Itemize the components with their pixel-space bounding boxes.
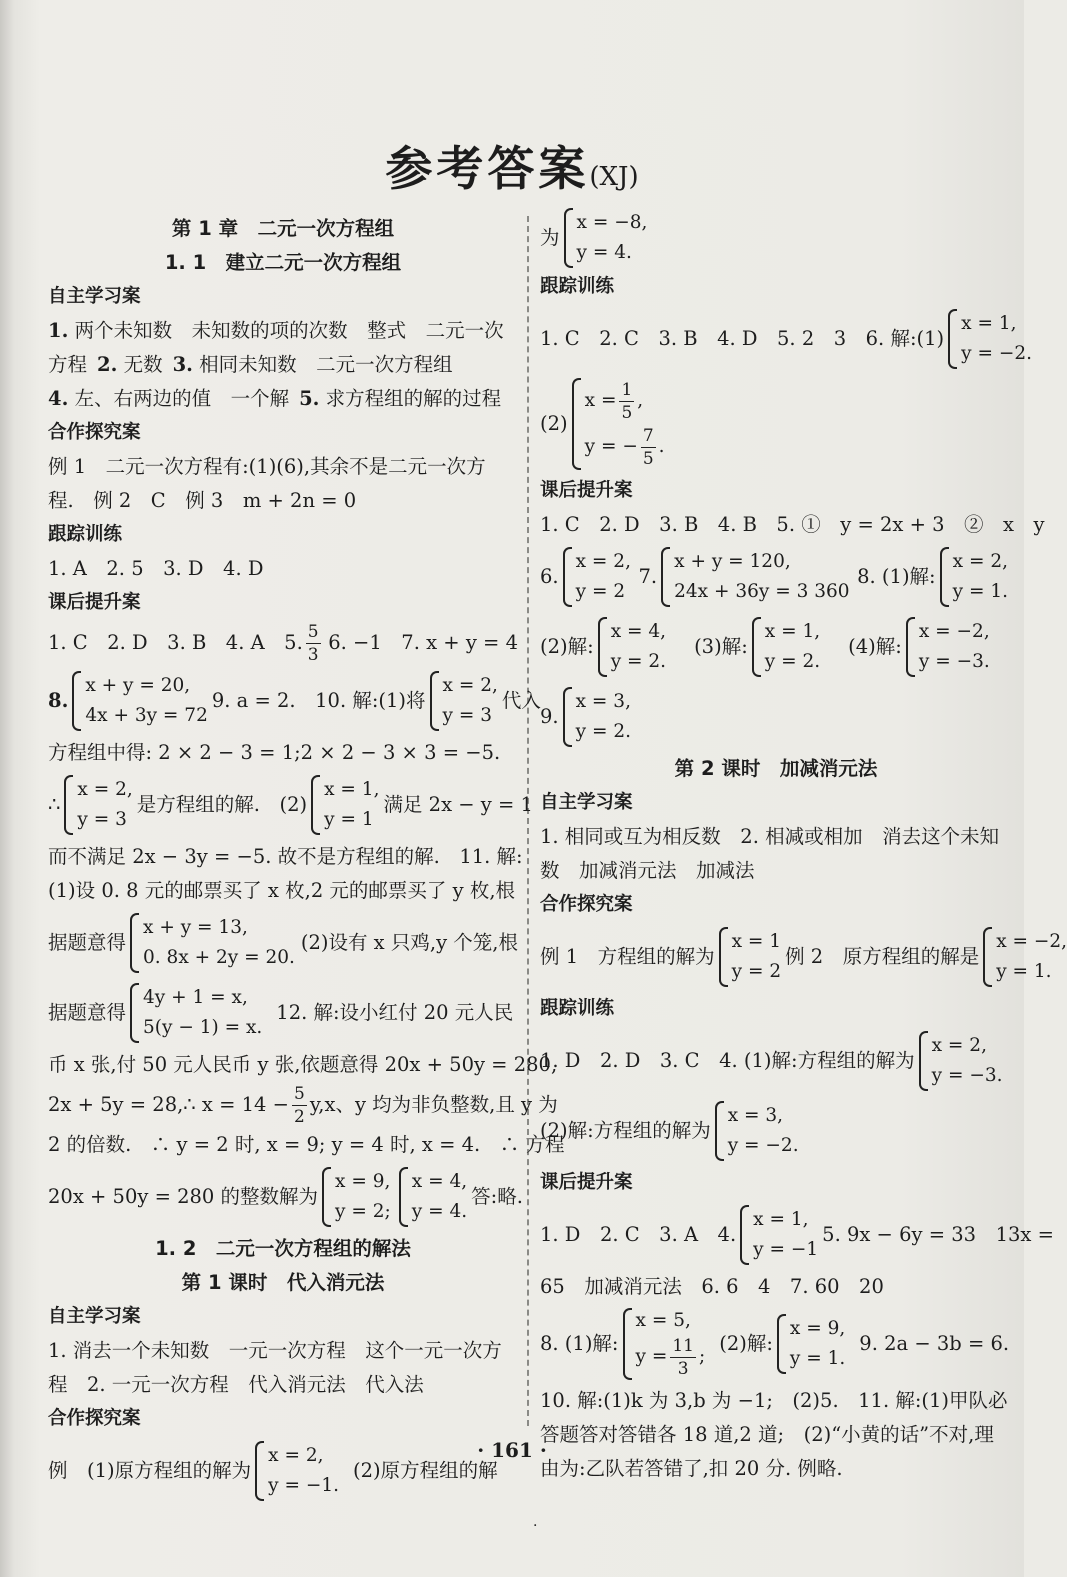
left-column: [48, 212, 565, 1506]
equation-system: x = −8, y = 4.: [564, 208, 648, 268]
answer-line: 9. x = 3, y = 2.: [540, 682, 1012, 752]
answer-line: 4. 左、右两边的值 一个解 5. 求方程组的解的过程: [48, 387, 502, 410]
answer-line: 1. C 2. C 3. B 4. D 5. 2 3 6. 解:(1) x = 1, y = −2.: [540, 304, 1012, 374]
answer-line: 方程组中得: 2 × 2 − 3 = 1;2 × 2 − 3 × 3 = −5.: [48, 741, 501, 764]
right-column: [540, 206, 1067, 1486]
section-heading: 课后提升案: [540, 1172, 633, 1193]
equation-system: x = 2, y = −3.: [919, 1031, 1003, 1091]
answer-line: 1. D 2. C 3. A 4. x = 1, y = −1 5. 9x − 6y = 33 13x =: [540, 1200, 1012, 1270]
answer-line: (2) x = $\frac{1}{5}$ , y = − $\frac{7}{5}$ .: [540, 379, 665, 469]
answer-line: 程 2. 一元一次方程 代入消元法 代入法: [48, 1373, 424, 1396]
answer-line: 8. x + y = 20, 4x + 3y = 72 9. a = 2. 10. 解:(1)将 x = 2, y = 3 代入: [48, 666, 518, 736]
decorative-dot: ·: [533, 1518, 538, 1534]
section-title: 1. 2 二元一次方程组的解法: [155, 1237, 411, 1260]
title-main: 参考答案: [385, 142, 590, 197]
answer-line: 1. 相同或互为相反数 2. 相减或相加 消去这个未知: [540, 825, 1000, 848]
answer-line: 20x + 50y = 280 的整数解为 x = 9, y = 2; x = 4, y = 4. 答:略.: [48, 1162, 518, 1232]
answer-line: 据题意得 4y + 1 = x, 5(y − 1) = x. 12. 解:设小红付 20 元人民: [48, 978, 518, 1048]
answer-line: 1. D 2. D 3. C 4. (1)解:方程组的解为 x = 2, y = −3.: [540, 1026, 1012, 1096]
chapter-title: 第 1 章 二元一次方程组: [171, 217, 395, 240]
answer-line: 由为:乙队若答错了,扣 20 分. 例略.: [540, 1457, 843, 1480]
answer-line: 1. A 2. 5 3. D 4. D: [48, 557, 264, 580]
answer-line: 8. (1)解: x = 5, y = $\frac{11}{3}$ ; (2)解: x = 9, y = 1. 9. 2a − 3b = 6.: [540, 1310, 1010, 1379]
answer-line: (1)设 0. 8 元的邮票买了 x 枚,2 元的邮票买了 y 枚,根: [48, 879, 516, 902]
answer-line: 1. 两个未知数 未知数的项的次数 整式 二元一次: [48, 319, 504, 342]
answer-line: 例 1 二元一次方程有:(1)(6),其余不是二元一次方: [48, 455, 486, 478]
answer-line: 6. x = 2, y = 2 7. x + y = 120, 24x + 36y = 3 360 8. (1)解: x = 2, y = 1.: [540, 542, 1012, 612]
equation-system: x = 2, y = 3: [64, 775, 132, 835]
page-number: · 161 ·: [477, 1438, 547, 1462]
answer-line: 为 x = −8, y = 4.: [540, 206, 1012, 270]
section-heading: 跟踪训练: [540, 998, 615, 1019]
equation-system: 4y + 1 = x, 5(y − 1) = x.: [130, 983, 262, 1043]
answer-line: 1. C 2. D 3. B 4. A 5. $\frac{5}{3}$ 6. −1 7. x + y = 4: [48, 621, 518, 665]
equation-system: x = 2, y = 2: [563, 547, 631, 607]
section-heading: 合作探究案: [48, 422, 141, 443]
answer-line: 1. 消去一个未知数 一元一次方程 这个一元一次方: [48, 1339, 502, 1362]
equation-system: x + y = 13, 0. 8x + 2y = 20.: [130, 913, 295, 973]
answer-line: ∴ x = 2, y = 3 是方程组的解. (2) x = 1, y = 1 满足 2x − y = 1: [48, 770, 518, 840]
section-heading: 自主学习案: [48, 286, 141, 307]
equation-system: x = 1, y = −2.: [948, 309, 1032, 369]
equation-system: x = $\frac{1}{5}$ , y = − $\frac{7}{5}$ .: [572, 378, 665, 470]
answer-line: 65 加减消元法 6. 6 4 7. 60 20: [540, 1275, 884, 1298]
equation-system: x = 2, y = 3: [430, 671, 498, 731]
answer-line: 答题答对答错各 18 道,2 道; (2)“小黄的话”不对,理: [540, 1423, 994, 1446]
answer-line: 数 加减消元法 加减法: [540, 859, 755, 882]
equation-system: x = 1, y = −1: [740, 1205, 818, 1265]
equation-system: x = 5, y = $\frac{11}{3}$ ;: [623, 1308, 706, 1380]
equation-system: x = 2, y = −1.: [255, 1441, 339, 1501]
answer-line: 2 的倍数. ∴ y = 2 时, x = 9; y = 4 时, x = 4. ∴ 方程: [48, 1133, 565, 1156]
section-heading: 课后提升案: [48, 592, 141, 613]
answer-line: 币 x 张,付 50 元人民币 y 张,依题意得 20x + 50y = 280,: [48, 1053, 558, 1076]
fraction: $\frac{5}{3}$: [307, 621, 319, 665]
equation-system: x = 4, y = 2.: [598, 617, 666, 677]
lesson-title: 第 1 课时 代入消元法: [181, 1271, 385, 1294]
answer-line: 据题意得 x + y = 13, 0. 8x + 2y = 20. (2)设有 x 只鸡,y 个笼,根: [48, 908, 518, 978]
fraction: $\frac{5}{2}$: [294, 1083, 305, 1127]
answer-line: 1. C 2. D 3. B 4. B 5. ① y = 2x + 3 ② x y: [540, 513, 1045, 536]
section-heading: 自主学习案: [540, 792, 633, 813]
answer-line: 2x + 5y = 28,∴ x = 14 − $\frac{5}{2}$ y,x、y 均为非负整数,且 y 为: [48, 1083, 558, 1127]
equation-system: x = 1 y = 2: [719, 927, 781, 987]
equation-system: x = 9, y = 2;: [322, 1167, 391, 1227]
answer-line: 例 (1)原方程组的解为 x = 2, y = −1. (2)原方程组的解: [48, 1436, 518, 1506]
section-heading: 合作探究案: [48, 1408, 141, 1429]
answer-line: 程. 例 2 C 例 3 m + 2n = 0: [48, 489, 357, 512]
equation-system: x = 2, y = 1.: [940, 547, 1008, 607]
answer-line: 方程 2. 无数 3. 相同未知数 二元一次方程组: [48, 353, 453, 376]
equation-system: x = 1, y = 1: [311, 775, 379, 835]
answer-line: 例 1 方程组的解为 x = 1 y = 2 例 2 原方程组的解是 x = −2, y = 1.: [540, 922, 1012, 992]
section-heading: 课后提升案: [540, 480, 633, 501]
section-heading: 自主学习案: [48, 1306, 141, 1327]
equation-system: x = 3, y = −2.: [715, 1101, 799, 1161]
section-heading: 跟踪训练: [540, 276, 615, 297]
section-title: 1. 1 建立二元一次方程组: [164, 251, 402, 274]
equation-system: x = 3, y = 2.: [563, 687, 631, 747]
equation-system: x = 9, y = 1.: [777, 1314, 845, 1374]
section-heading: 合作探究案: [540, 894, 633, 915]
answer-line: 而不满足 2x − 3y = −5. 故不是方程组的解. 11. 解:: [48, 845, 523, 868]
equation-system: x = −2, y = 1.: [983, 927, 1067, 987]
lesson-title: 第 2 课时 加减消元法: [674, 757, 878, 780]
equation-system: x = 1, y = 2.: [752, 617, 820, 677]
equation-system: x = −2, y = −3.: [906, 617, 990, 677]
equation-system: x = 4, y = 4.: [399, 1167, 467, 1227]
answer-line: (2)解:方程组的解为 x = 3, y = −2.: [540, 1096, 1012, 1166]
answer-line: (2)解: x = 4, y = 2. (3)解: x = 1, y = 2. (4)解: x = −2, y = −3.: [540, 612, 1012, 682]
equation-system: x + y = 20, 4x + 3y = 72: [72, 671, 208, 731]
answer-title: [0, 132, 1024, 199]
equation-system: x + y = 120, 24x + 36y = 3 360: [661, 547, 849, 607]
title-suffix: (XJ): [589, 162, 639, 192]
answer-line: 10. 解:(1)k 为 3,b 为 −1; (2)5. 11. 解:(1)甲队必: [540, 1389, 1008, 1412]
section-heading: 跟踪训练: [48, 524, 123, 545]
